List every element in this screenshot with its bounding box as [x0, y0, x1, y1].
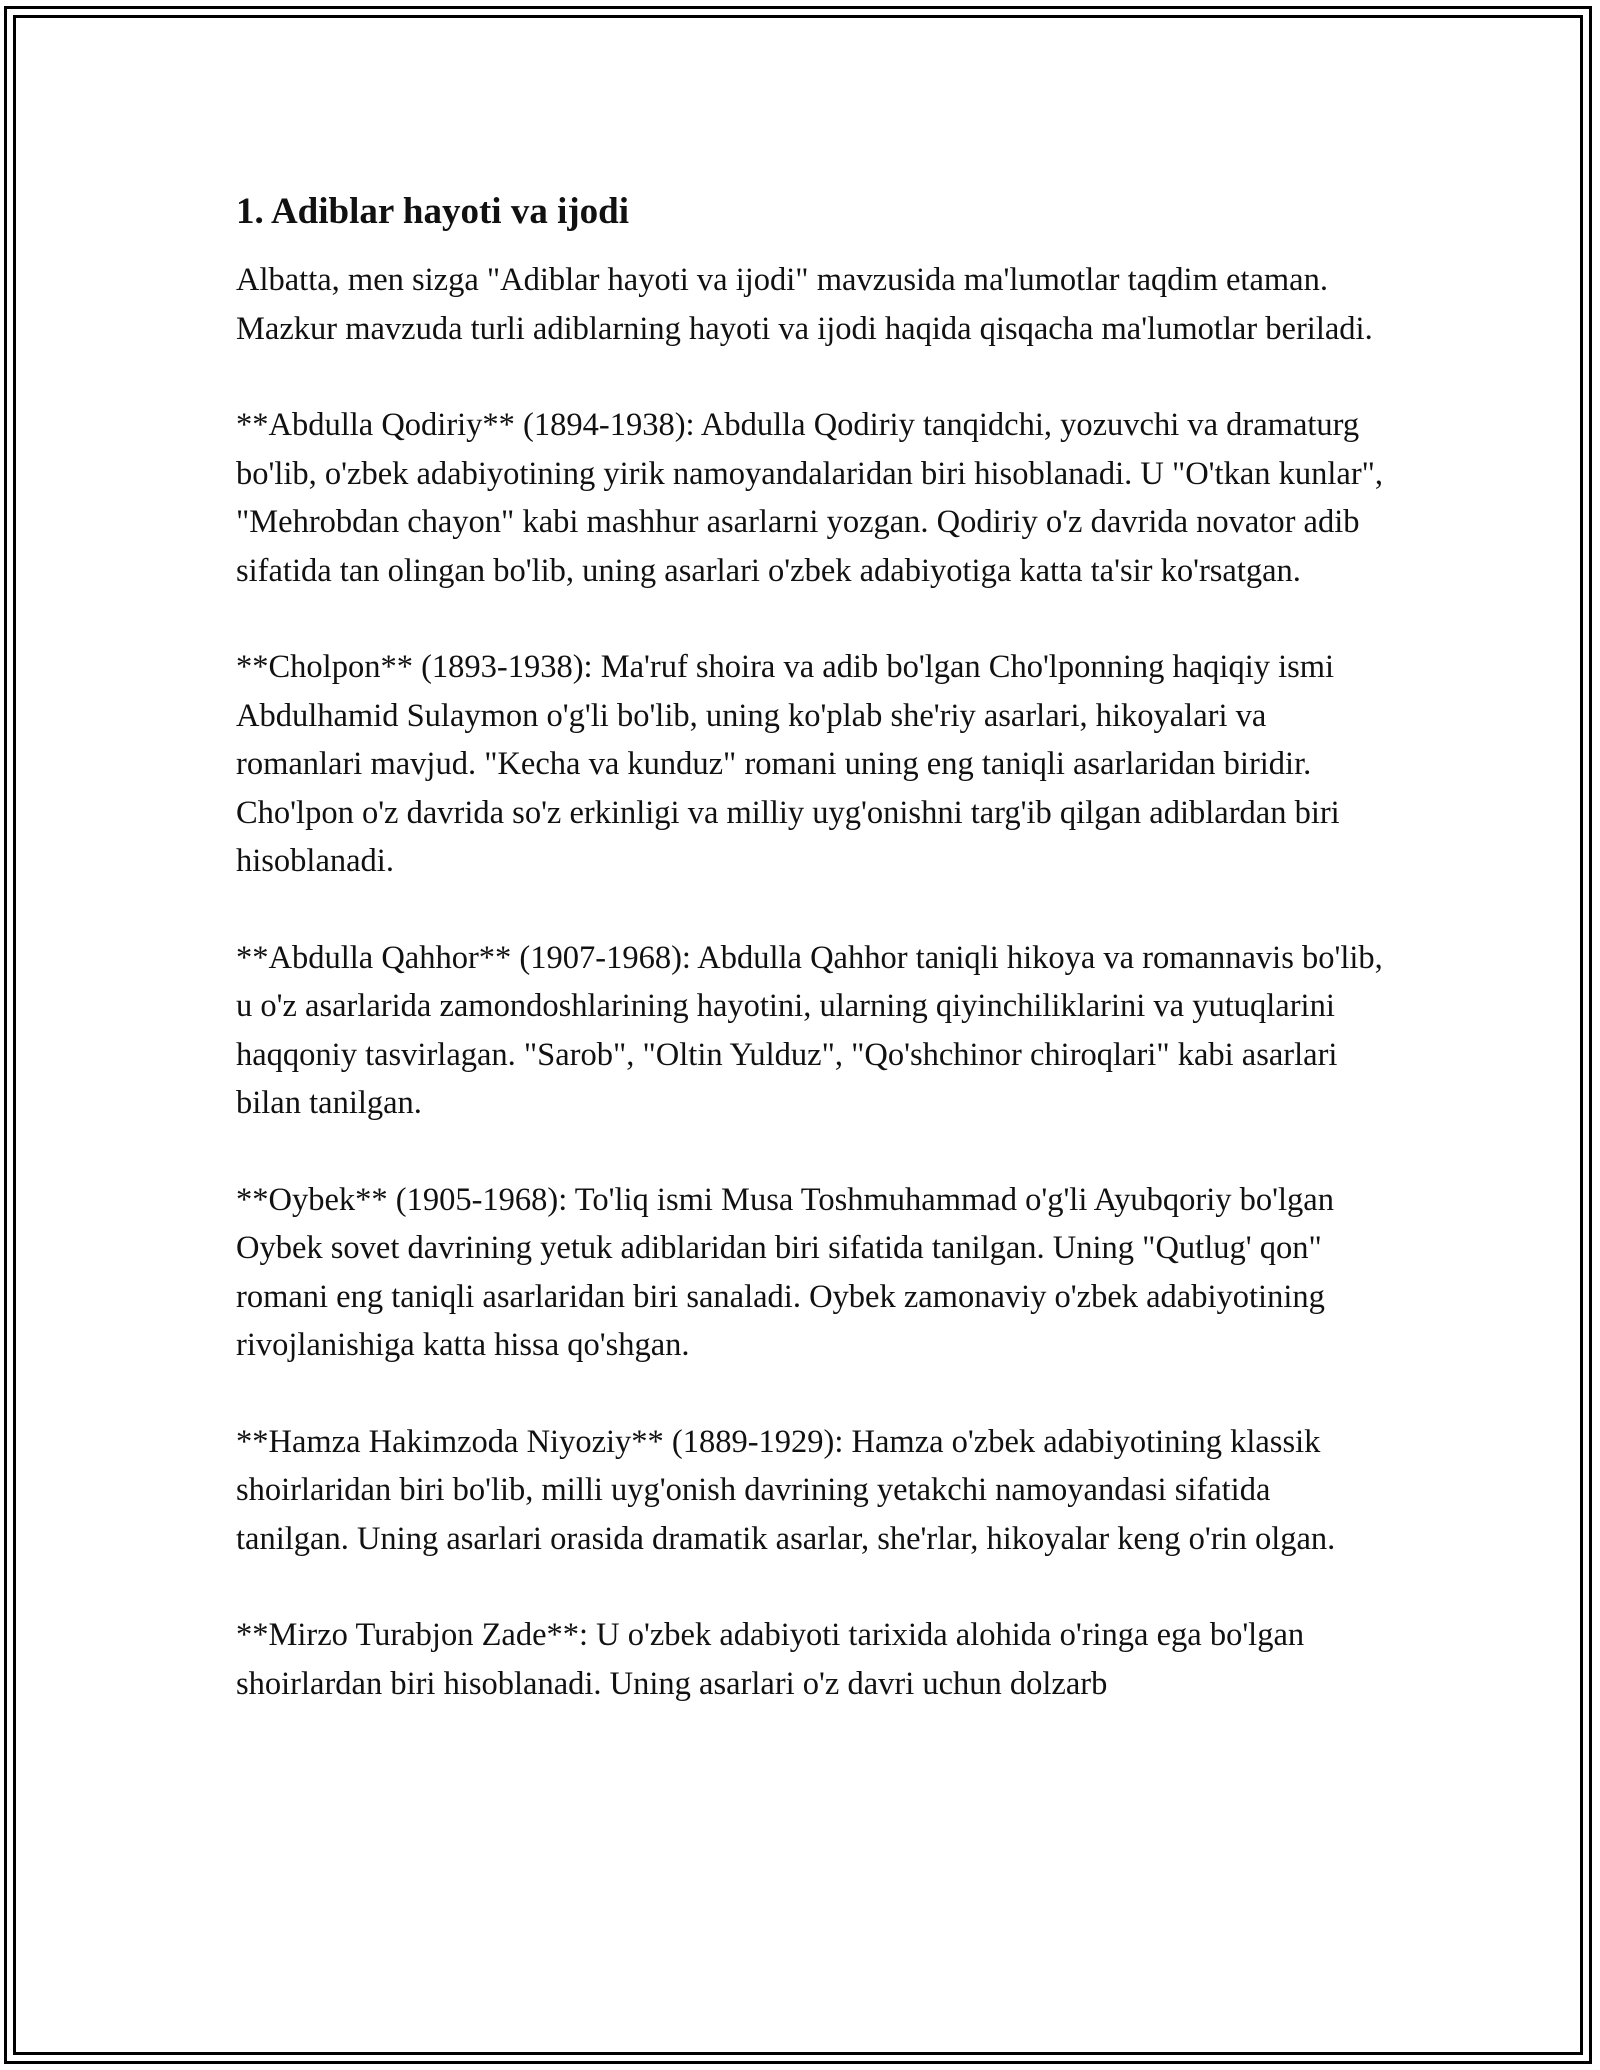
paragraph-abdulla-qodiriy: **Abdulla Qodiriy** (1894-1938): Abdulla Qodiriy tanqidchi, yozuvchi va dramaturg bo'lib, o'zbek adabiyotining yirik namoyandalaridan biri hisoblanadi. U "O'tkan kunlar", "Mehrobdan chayon" kabi mashhur asarlarni yozgan. Qodiriy o'z davrida novator adib sifatida tan olingan bo'lib, uning asarlari o'zbek adabiyotiga katta ta'sir ko'rsatgan.: [236, 407, 1384, 589]
paragraph-abdulla-qahhor: **Abdulla Qahhor** (1907-1968): Abdulla Qahhor taniqli hikoya va romannavis bo'lib, u o'z asarlarida zamondoshlarining hayotini, ularning qiyinchiliklarini va yutuqlarini haqqoniy tasvirlagan. "Sarob", "Oltin Yulduz", "Qo'shchinor chiroqlari" kabi asarlari bilan tanilgan.: [236, 939, 1383, 1121]
document-page: [236, 188, 1386, 1756]
section-heading: 1. Adiblar hayoti va ijodi: [236, 191, 630, 232]
paragraph-oybek: **Oybek** (1905-1968): To'liq ismi Musa Toshmuhammad o'g'li Ayubqoriy bo'lgan Oybek sovet davrining yetuk adiblaridan biri sifatida tanilgan. Uning "Qutlug' qon" romani eng taniqli asarlaridan biri sanaladi. Oybek zamonaviy o'zbek adabiyotining rivojlanishiga katta hissa qo'shgan.: [236, 1181, 1334, 1363]
paragraph-mirzo-turabjon-zade: **Mirzo Turabjon Zade**: U o'zbek adabiyoti tarixida alohida o'ringa ega bo'lgan shoirlardan biri hisoblanadi. Uning asarlari o'z davri uchun dolzarb: [236, 1617, 1305, 1702]
intro-paragraph: Albatta, men sizga "Adiblar hayoti va ijodi" mavzusida ma'lumotlar taqdim etaman. Mazkur mavzuda turli adiblarning hayoti va ijodi haqida qisqacha ma'lumotlar beriladi.: [236, 262, 1373, 347]
paragraph-hamza-hakimzoda-niyoziy: **Hamza Hakimzoda Niyoziy** (1889-1929): Hamza o'zbek adabiyotining klassik shoirlaridan biri bo'lib, milli uyg'onish davrining yetakchi namoyandasi sifatida tanilgan. Uning asarlari orasida dramatik asarlar, she'rlar, hikoyalar keng o'rin olgan.: [236, 1423, 1336, 1557]
paragraph-cholpon: **Cholpon** (1893-1938): Ma'ruf shoira va adib bo'lgan Cho'lponning haqiqiy ismi Abdulhamid Sulaymon o'g'li bo'lib, uning ko'plab she'riy asarlari, hikoyalari va romanlari mavjud. "Kecha va kunduz" romani uning eng taniqli asarlaridan biridir. Cho'lpon o'z davrida so'z erkinligi va milliy uyg'onishni targ'ib qilgan adiblardan biri hisoblanadi.: [236, 649, 1340, 879]
